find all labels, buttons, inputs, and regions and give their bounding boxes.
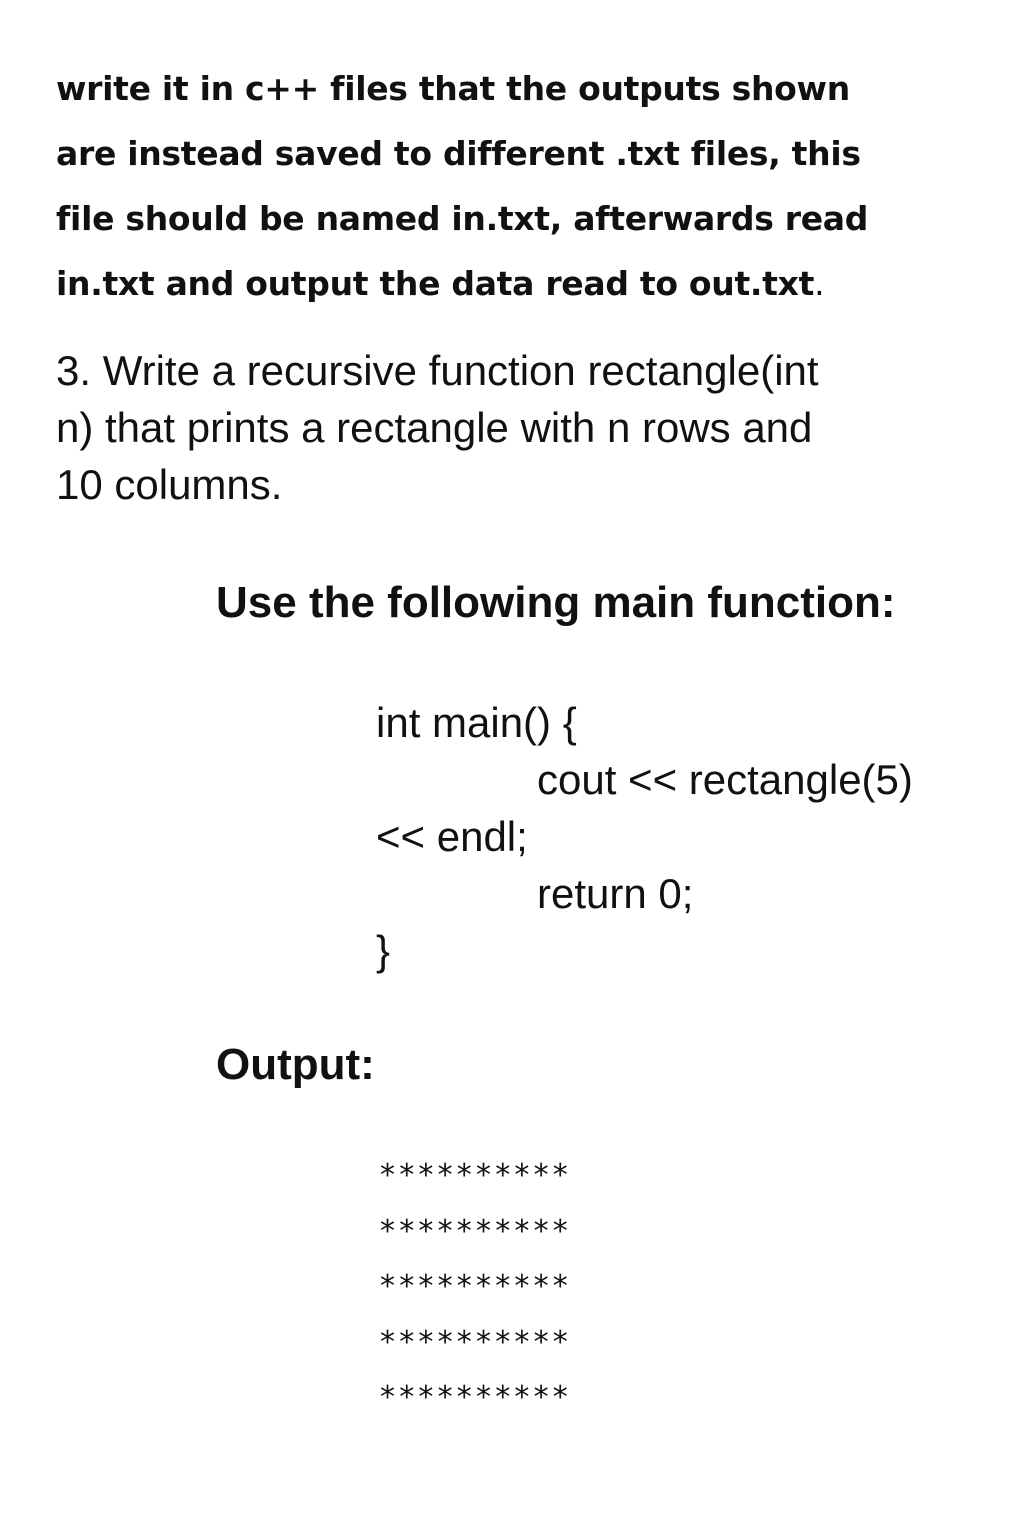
output-heading: Output: xyxy=(216,1040,375,1089)
code-line: << endl; xyxy=(376,813,528,860)
intro-line: write it in c++ files that the outputs shown xyxy=(56,69,850,108)
intro-line: file should be named in.txt, afterwards read xyxy=(56,199,869,238)
code-line: int main() { xyxy=(376,699,577,746)
intro-paragraph xyxy=(56,56,996,316)
intro-line: in.txt and output the data read to out.txt xyxy=(56,264,815,303)
output-row: ********** xyxy=(380,1269,572,1304)
output-row: ********** xyxy=(380,1158,572,1193)
instruction-heading: Use the following main function: xyxy=(216,578,896,627)
code-line: } xyxy=(376,927,391,974)
code-line: return 0; xyxy=(537,870,694,917)
code-line: cout << rectangle(5) xyxy=(537,756,913,803)
intro-period: . xyxy=(814,264,825,303)
task-description xyxy=(56,342,996,513)
output-row: ********** xyxy=(380,1324,572,1360)
output-row: ********** xyxy=(380,1213,572,1249)
output-row: ********** xyxy=(380,1380,572,1415)
code-block xyxy=(376,694,913,979)
intro-line: are instead saved to different .txt files, this xyxy=(56,134,861,173)
output-block xyxy=(380,1148,572,1426)
task-line: 10 columns. xyxy=(56,461,283,508)
task-line: n) that prints a rectangle with n rows and xyxy=(56,404,813,451)
task-line: 3. Write a recursive function rectangle(int xyxy=(56,347,819,394)
